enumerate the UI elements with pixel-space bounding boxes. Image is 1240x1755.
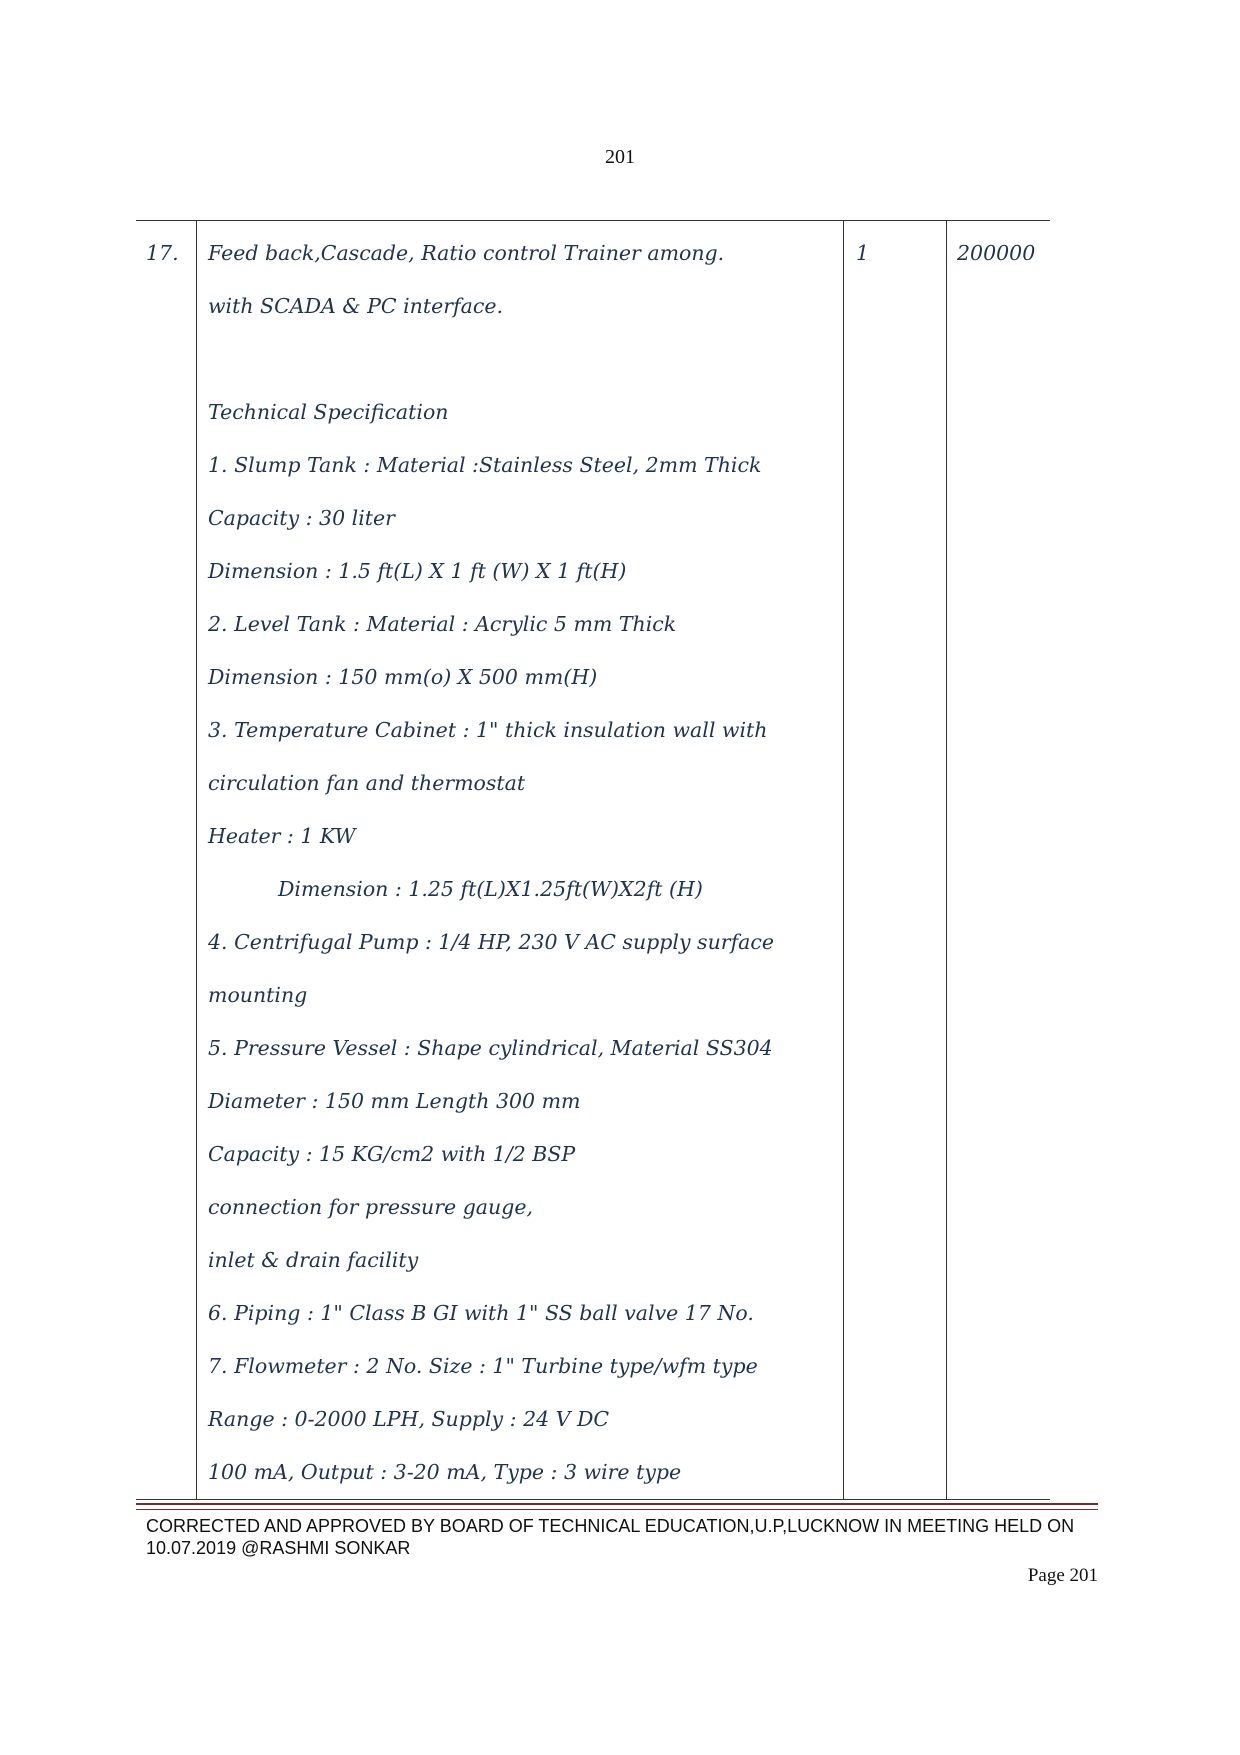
description-lines xyxy=(208,241,838,1513)
description-line: 5. Pressure Vessel : Shape cylindrical, Material SS304 xyxy=(208,1036,773,1060)
description-line: inlet & drain facility xyxy=(208,1248,419,1272)
description-line: circulation fan and thermostat xyxy=(208,771,526,795)
footer-approval-text xyxy=(146,1515,1096,1559)
column-divider xyxy=(843,221,844,1499)
footer-rule xyxy=(136,1503,1098,1505)
description-line: with SCADA & PC interface. xyxy=(208,294,503,318)
description-line: Technical Specification xyxy=(208,400,449,424)
column-divider xyxy=(946,221,947,1499)
column-divider xyxy=(196,221,197,1499)
description-line: Dimension : 1.5 ft(L) X 1 ft (W) X 1 ft(H) xyxy=(208,559,627,583)
description-line: Dimension : 150 mm(o) X 500 mm(H) xyxy=(208,665,598,689)
description-line: Heater : 1 KW xyxy=(208,824,356,848)
footer-page-number: Page 201 xyxy=(1027,1565,1098,1586)
description-line: 1. Slump Tank : Material :Stainless Steel, 2mm Thick xyxy=(208,453,762,477)
description-line: Range : 0-2000 LPH, Supply : 24 V DC xyxy=(208,1407,610,1431)
quantity-cell: 1 xyxy=(856,241,870,265)
footer-rule xyxy=(136,1509,1098,1510)
description-line: Capacity : 15 KG/cm2 with 1/2 BSP xyxy=(208,1142,576,1166)
description-line: mounting xyxy=(208,983,308,1007)
description-line: Capacity : 30 liter xyxy=(208,506,395,530)
description-line xyxy=(208,347,838,400)
description-cell xyxy=(208,241,838,1513)
description-line: Diameter : 150 mm Length 300 mm xyxy=(208,1089,581,1113)
description-line: 100 mA, Output : 3-20 mA, Type : 3 wire type xyxy=(208,1460,682,1484)
description-line: Dimension : 1.25 ft(L)X1.25ft(W)X2ft (H) xyxy=(278,877,703,901)
cost-cell: 200000 xyxy=(957,241,1036,265)
description-line: Feed back,Cascade, Ratio control Trainer among. xyxy=(208,241,725,265)
footer-approval-line: CORRECTED AND APPROVED BY BOARD OF TECHNICAL EDUCATION,U.P,LUCKNOW IN MEETING HELD ON xyxy=(146,1516,1075,1536)
footer-approval-line: 10.07.2019 @RASHMI SONKAR xyxy=(146,1538,411,1558)
description-line: 2. Level Tank : Material : Acrylic 5 mm Thick xyxy=(208,612,677,636)
specification-table-row xyxy=(136,220,1050,1500)
description-line: 4. Centrifugal Pump : 1/4 HP, 230 V AC supply surface xyxy=(208,930,774,954)
serial-number-cell: 17. xyxy=(146,241,179,265)
description-line: 3. Temperature Cabinet : 1" thick insulation wall with xyxy=(208,718,768,742)
description-line: connection for pressure gauge, xyxy=(208,1195,534,1219)
page-number-top: 201 xyxy=(605,146,635,168)
description-line: 7. Flowmeter : 2 No. Size : 1" Turbine type/wfm type xyxy=(208,1354,758,1378)
description-line: 6. Piping : 1" Class B GI with 1" SS ball valve 17 No. xyxy=(208,1301,754,1325)
